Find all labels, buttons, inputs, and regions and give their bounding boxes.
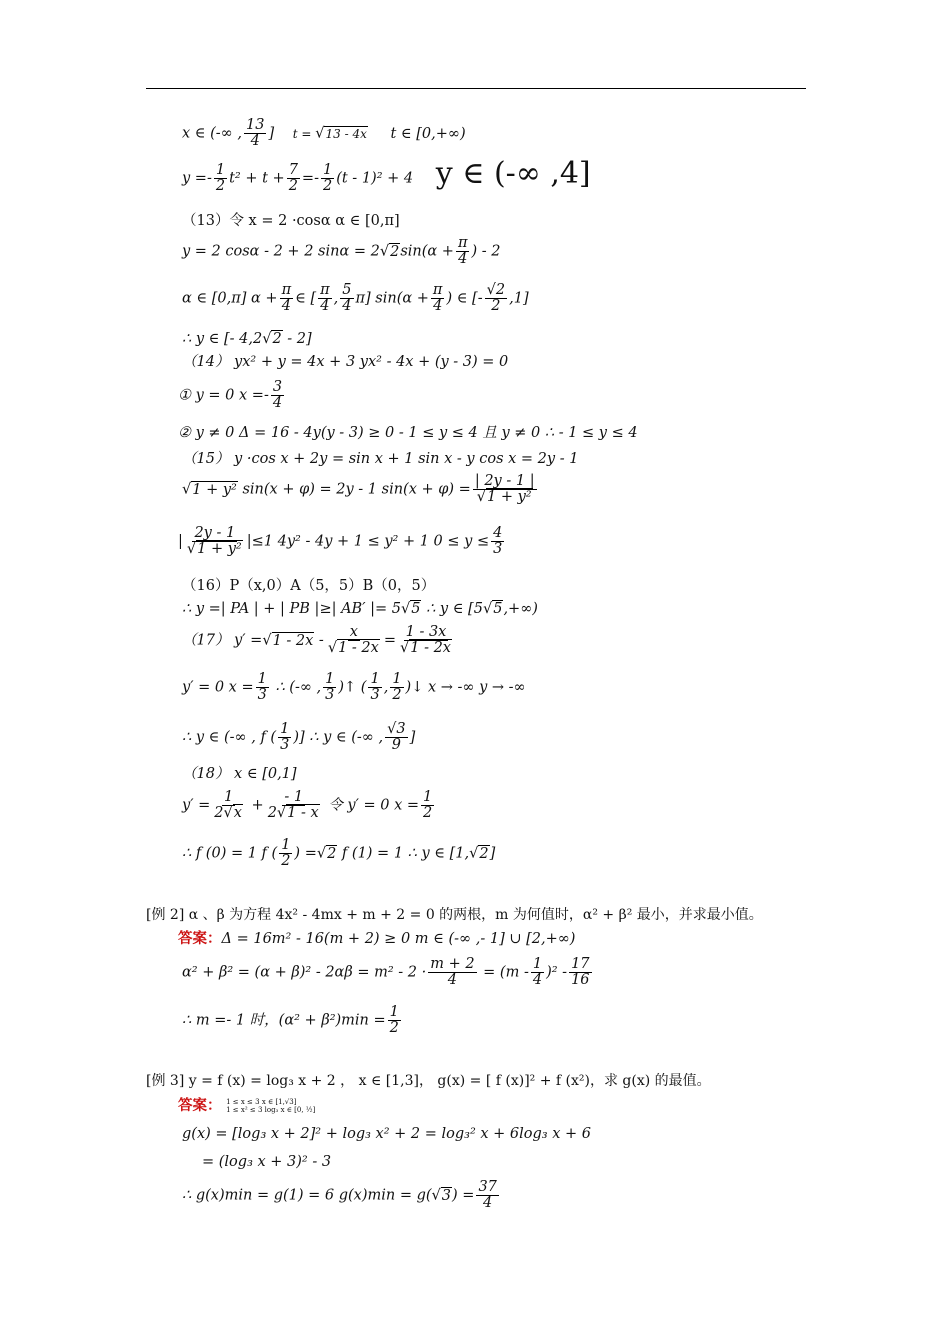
example-2-title: [例 2] α 、β 为方程 4x² - 4mx + m + 2 = 0 的两根，m 为何值时，α² + β² 最小，并求最小值。 — [146, 907, 763, 923]
math-line-11: √1 + y² sin(x + φ) = 2y - 1 sin(x + φ) = $\frac{| 2y - 1 |}{\text{√1 + y²}}$ — [182, 473, 535, 506]
math-line-13: （16）P（x,0）A（5，5）B（0，5） — [182, 578, 436, 594]
header-rule — [146, 88, 806, 89]
math-line-8: ① y = 0 x =- $\frac{3}{4}$ — [178, 379, 283, 412]
math-line-16: y′ = 0 x = $\frac{1}{3}$ ∴ (-∞ , $\frac{1}{3}$ )↑ ( $\frac{1}{3}$ , $\frac{1}{2}$ )↓ x → -∞ y → -∞ — [182, 671, 526, 704]
math-line-18: （18） x ∈ [0,1] — [182, 766, 297, 782]
math-line-12: | $\frac{2y - 1}{\text{√1 + y²}}$ |≤1 4y² - 4y + 1 ≤ y² + 1 0 ≤ y ≤ $\frac{4}{3}$ — [178, 525, 503, 558]
math-line-5: α ∈ [0,π] α + $\frac{\pi}{4}$ ∈ [ $\frac{\pi}{4}$ , $\frac{5}{4}$ π] sin(α + $\frac{\pi}{4}$ ) ∈ [- $\frac{√2}{2}$ ,1] — [182, 282, 529, 315]
answer-3-line-1: g(x) = [log₃ x + 2]² + log₃ x² + 2 = log₃² x + 6log₃ x + 6 — [182, 1126, 591, 1142]
answer-2-line-3: ∴ m =- 1 时，(α² + β²)min = $\frac{1}{2}$ — [182, 1004, 399, 1037]
math-line-20: ∴ f (0) = 1 f ( $\frac{1}{2}$ ) =√2 f (1) = 1 ∴ y ∈ [1,√2] — [182, 837, 496, 870]
math-line-2: y =- $\frac{1}{2}$ t² + t + $\frac{7}{2}$ =- $\frac{1}{2}$ (t - 1)² + 4 y ∈ (-∞ ,4] — [182, 155, 591, 195]
math-line-4: y = 2 cosα - 2 + 2 sinα = 2√2sin(α + $\frac{\pi}{4}$ ) - 2 — [182, 235, 501, 268]
math-line-10: （15） y ·cos x + 2y = sin x + 1 sin x - y cos x = 2y - 1 — [182, 451, 579, 467]
condition-set: 1 ≤ x ≤ 3 x ∈ [1,√3] 1 ≤ x² ≤ 3 log₃ x ∈ [0, ½] — [226, 1098, 316, 1114]
math-line-19: y′ = $\frac{1}{2√x}$ + $\frac{- 1}{2√1 - x}$ 令 y′ = 0 x = $\frac{1}{2}$ — [182, 789, 433, 822]
math-line-6: ∴ y ∈ [- 4,2√2 - 2] — [182, 331, 312, 347]
math-line-3: （13）令 x = 2 ·cosα α ∈ [0,π] — [182, 213, 400, 229]
answer-2-line-1: 答案：Δ = 16m² - 16(m + 2) ≥ 0 m ∈ (-∞ ,- 1] ∪ [2,+∞) — [178, 931, 576, 947]
math-line-14: ∴ y =| PA | + | PB |≥| AB′ |= 5√5 ∴ y ∈ [5√5,+∞) — [182, 601, 538, 617]
math-line-7: （14） yx² + y = 4x + 3 yx² - 4x + (y - 3) = 0 — [182, 354, 509, 370]
example-3-title: [例 3] y = f (x) = log₃ x + 2 ， x ∈ [1,3]， g(x) = [ f (x)]² + f (x²)，求 g(x) 的最值。 — [146, 1073, 711, 1089]
answer-3-line-3: ∴ g(x)min = g(1) = 6 g(x)min = g(√3) = $\frac{37}{4}$ — [182, 1179, 497, 1212]
answer-3-line-2: = (log₃ x + 3)² - 3 — [202, 1154, 332, 1170]
fraction: $\frac{13}{4}$ — [245, 117, 265, 150]
math-line-1: x ∈ (-∞ , $\frac{13}{4}$ ] t = √13 - 4x t ∈ [0,+∞) — [182, 117, 466, 150]
answer-label: 答案： — [178, 931, 222, 947]
math-line-15: （17） y′ =√1 - 2x - $\frac{x}{√1 - 2x}$ = $\frac{1 - 3x}{√1 - 2x}$ — [182, 624, 451, 657]
answer-2-line-2: α² + β² = (α + β)² - 2αβ = m² - 2 · $\frac{m + 2}{4}$ = (m - $\frac{1}{4}$ )² - $\frac{17}{16}$ — [182, 956, 590, 989]
answer-label: 答案： — [178, 1098, 222, 1114]
math-line-9: ② y ≠ 0 Δ = 16 - 4y(y - 3) ≥ 0 - 1 ≤ y ≤ 4 且 y ≠ 0 ∴ - 1 ≤ y ≤ 4 — [178, 425, 638, 441]
math-line-17: ∴ y ∈ (-∞ , f ( $\frac{1}{3}$ )] ∴ y ∈ (-∞ , $\frac{√3}{9}$ ] — [182, 721, 416, 754]
answer-3-label-line — [178, 1097, 315, 1115]
